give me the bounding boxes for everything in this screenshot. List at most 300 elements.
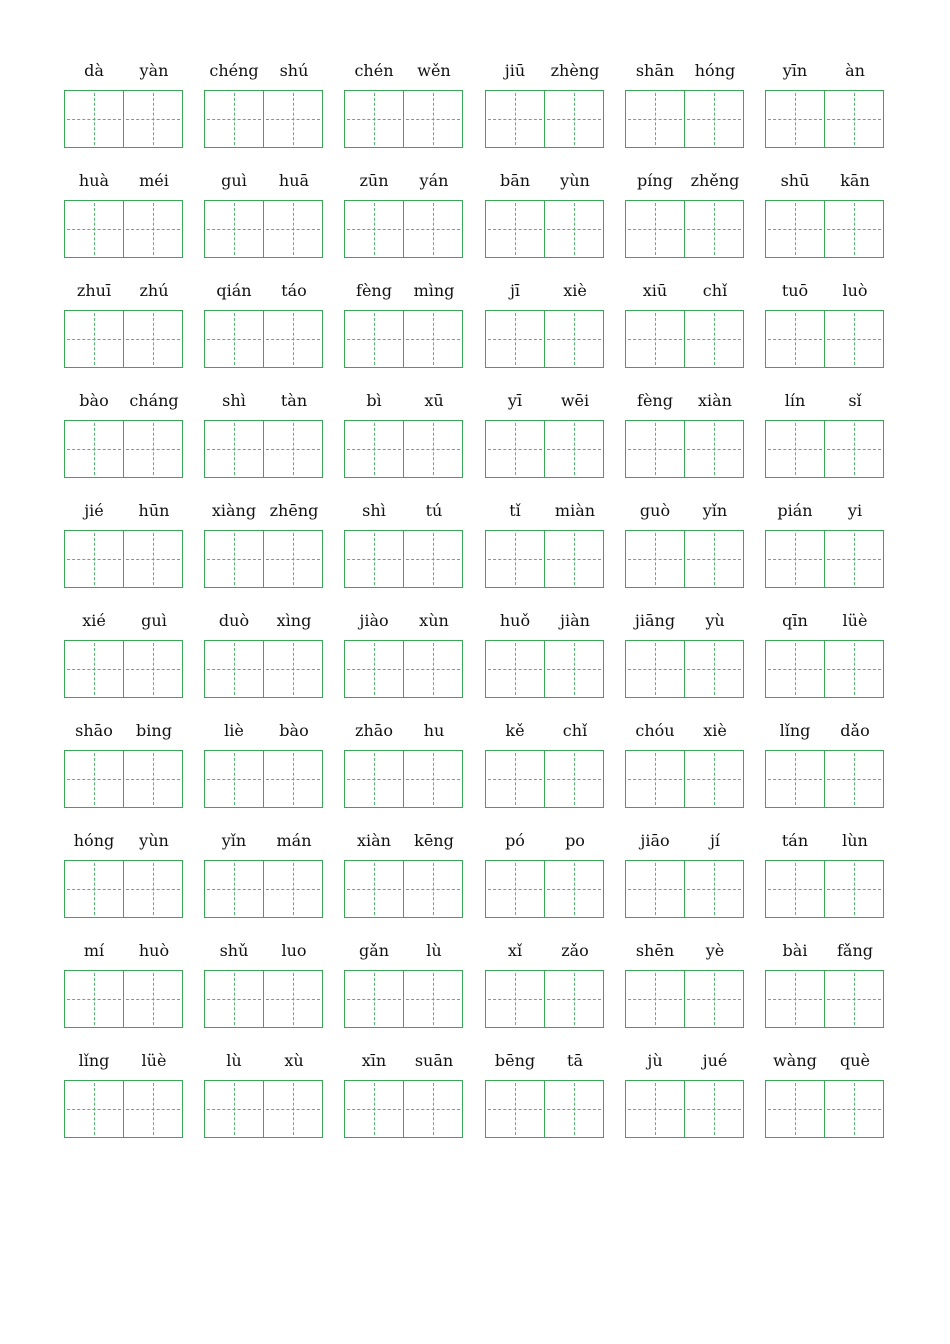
word-cell — [204, 168, 324, 272]
pinyin-label: xū — [424, 391, 444, 410]
writing-box[interactable] — [204, 310, 264, 368]
writing-box[interactable] — [123, 420, 183, 478]
pinyin-label: yán — [419, 171, 449, 190]
pinyin-label: qián — [216, 281, 252, 300]
writing-box[interactable] — [64, 530, 124, 588]
pinyin-label: lüè — [842, 611, 868, 630]
writing-box[interactable] — [765, 530, 825, 588]
pinyin-label: xiàn — [357, 831, 391, 850]
word-cell — [765, 168, 885, 272]
writing-box[interactable] — [263, 1080, 323, 1138]
pinyin-label: tā — [567, 1051, 583, 1070]
writing-box[interactable] — [544, 90, 604, 148]
writing-box[interactable] — [263, 640, 323, 698]
writing-box[interactable] — [263, 530, 323, 588]
pinyin-label: huò — [138, 941, 170, 960]
word-cell — [625, 168, 745, 272]
word-cell — [485, 608, 605, 712]
writing-box[interactable] — [123, 860, 183, 918]
word-cell — [765, 278, 885, 382]
pinyin-label: zhuī — [76, 281, 112, 300]
writing-box[interactable] — [64, 90, 124, 148]
pinyin-label: chǐ — [562, 721, 588, 740]
word-cell — [625, 938, 745, 1042]
writing-box[interactable] — [344, 420, 404, 478]
pinyin-label: chóu — [635, 721, 675, 740]
pinyin-label: lù — [426, 941, 442, 960]
word-cell — [64, 58, 184, 162]
word-cell — [485, 278, 605, 382]
writing-box[interactable] — [123, 90, 183, 148]
pinyin-label: yǐn — [221, 831, 247, 850]
writing-box[interactable] — [204, 1080, 264, 1138]
pinyin-label: bào — [79, 391, 109, 410]
pinyin-label: hóng — [73, 831, 115, 850]
word-cell — [204, 278, 324, 382]
writing-box[interactable] — [263, 200, 323, 258]
writing-box[interactable] — [684, 860, 744, 918]
word-cell — [344, 718, 464, 822]
pinyin-label: lù — [226, 1051, 242, 1070]
pinyin-label: zhú — [139, 281, 169, 300]
pinyin-label: xiū — [642, 281, 668, 300]
pinyin-label: jiāng — [634, 611, 676, 630]
pinyin-label: xù — [284, 1051, 304, 1070]
pinyin-label: wàng — [773, 1051, 817, 1070]
pinyin-label: hóng — [694, 61, 736, 80]
writing-box[interactable] — [64, 640, 124, 698]
pinyin-label: luò — [842, 281, 868, 300]
pinyin-label: miàn — [554, 501, 596, 520]
pinyin-label: shāo — [75, 721, 113, 740]
pinyin-label: xìng — [276, 611, 312, 630]
pinyin-label: dà — [84, 61, 104, 80]
writing-box[interactable] — [625, 420, 685, 478]
pinyin-label: yǐn — [702, 501, 728, 520]
writing-box[interactable] — [765, 200, 825, 258]
word-cell — [344, 938, 464, 1042]
writing-box[interactable] — [403, 310, 463, 368]
pinyin-label: tú — [425, 501, 443, 520]
pinyin-label: jí — [709, 831, 721, 850]
word-cell — [344, 168, 464, 272]
pinyin-label: shēn — [635, 941, 675, 960]
writing-box[interactable] — [403, 420, 463, 478]
writing-box[interactable] — [684, 310, 744, 368]
writing-box[interactable] — [485, 1080, 545, 1138]
word-cell — [625, 828, 745, 932]
writing-box[interactable] — [263, 310, 323, 368]
pinyin-label: jiàn — [560, 611, 590, 630]
writing-box[interactable] — [544, 1080, 604, 1138]
pinyin-label: shì — [222, 391, 246, 410]
pinyin-label: guì — [141, 611, 167, 630]
writing-box[interactable] — [684, 640, 744, 698]
pinyin-label: fǎng — [836, 941, 873, 960]
writing-box[interactable] — [765, 310, 825, 368]
word-cell — [64, 938, 184, 1042]
writing-box[interactable] — [263, 860, 323, 918]
writing-box[interactable] — [485, 310, 545, 368]
writing-box[interactable] — [485, 640, 545, 698]
pinyin-label: xǐ — [507, 941, 523, 960]
pinyin-label: yù — [705, 611, 725, 630]
writing-box[interactable] — [824, 420, 884, 478]
pinyin-label: kān — [840, 171, 870, 190]
pinyin-label: suān — [414, 1051, 454, 1070]
pinyin-label: lǐng — [78, 1051, 110, 1070]
writing-box[interactable] — [263, 750, 323, 808]
writing-box[interactable] — [403, 1080, 463, 1138]
writing-box[interactable] — [485, 750, 545, 808]
writing-box[interactable] — [403, 640, 463, 698]
pinyin-label: bào — [279, 721, 309, 740]
writing-box[interactable] — [403, 200, 463, 258]
word-cell — [485, 388, 605, 492]
writing-box[interactable] — [204, 860, 264, 918]
writing-box[interactable] — [765, 1080, 825, 1138]
writing-box[interactable] — [824, 310, 884, 368]
pinyin-label: tán — [781, 831, 809, 850]
word-cell — [765, 938, 885, 1042]
word-cell — [625, 278, 745, 382]
writing-box[interactable] — [485, 970, 545, 1028]
word-cell — [64, 278, 184, 382]
pinyin-label: fèng — [356, 281, 392, 300]
pinyin-label: guò — [639, 501, 671, 520]
writing-box[interactable] — [485, 530, 545, 588]
pinyin-label: xīn — [361, 1051, 387, 1070]
pinyin-label: dǎo — [840, 721, 870, 740]
writing-box[interactable] — [485, 200, 545, 258]
word-cell — [204, 1048, 324, 1152]
pinyin-label: yùn — [560, 171, 590, 190]
word-cell — [625, 498, 745, 602]
pinyin-label: huā — [278, 171, 310, 190]
word-cell — [485, 718, 605, 822]
writing-box[interactable] — [765, 970, 825, 1028]
word-cell — [625, 1048, 745, 1152]
word-cell — [64, 388, 184, 492]
writing-box[interactable] — [625, 970, 685, 1028]
pinyin-label: jué — [702, 1051, 728, 1070]
pinyin-label: yī — [507, 391, 523, 410]
pinyin-label: mìng — [413, 281, 455, 300]
writing-box[interactable] — [403, 530, 463, 588]
word-cell — [204, 718, 324, 822]
pinyin-label: qīn — [782, 611, 808, 630]
word-cell — [204, 608, 324, 712]
word-cell — [344, 388, 464, 492]
word-cell — [204, 58, 324, 162]
word-cell — [64, 498, 184, 602]
pinyin-label: shì — [362, 501, 386, 520]
pinyin-label: xiàn — [698, 391, 732, 410]
writing-box[interactable] — [123, 200, 183, 258]
writing-box[interactable] — [403, 750, 463, 808]
pinyin-label: liè — [224, 721, 244, 740]
pinyin-label: huǒ — [499, 611, 531, 630]
writing-box[interactable] — [344, 310, 404, 368]
pinyin-label: bān — [499, 171, 531, 190]
writing-box[interactable] — [204, 970, 264, 1028]
pinyin-label: shú — [279, 61, 309, 80]
writing-box[interactable] — [204, 640, 264, 698]
pinyin-label: zǎo — [561, 941, 589, 960]
pinyin-label: guì — [221, 171, 247, 190]
pinyin-label: bing — [136, 721, 172, 740]
pinyin-label: yùn — [139, 831, 169, 850]
writing-box[interactable] — [684, 1080, 744, 1138]
word-cell — [625, 58, 745, 162]
pinyin-label: fèng — [637, 391, 673, 410]
pinyin-label: xiè — [563, 281, 587, 300]
writing-box[interactable] — [824, 640, 884, 698]
word-cell — [765, 718, 885, 822]
pinyin-label: xiàng — [211, 501, 257, 520]
writing-box[interactable] — [625, 860, 685, 918]
pinyin-label: hu — [423, 721, 445, 740]
word-cell — [765, 608, 885, 712]
word-cell — [485, 58, 605, 162]
writing-box[interactable] — [765, 860, 825, 918]
writing-box[interactable] — [344, 1080, 404, 1138]
word-cell — [765, 1048, 885, 1152]
pinyin-label: bì — [366, 391, 382, 410]
pinyin-label: pó — [505, 831, 525, 850]
pinyin-label: gǎn — [358, 941, 390, 960]
writing-box[interactable] — [625, 640, 685, 698]
word-cell — [204, 388, 324, 492]
writing-box[interactable] — [64, 860, 124, 918]
pinyin-label: pián — [777, 501, 813, 520]
pinyin-label: duò — [218, 611, 250, 630]
writing-box[interactable] — [123, 1080, 183, 1138]
writing-box[interactable] — [123, 640, 183, 698]
pinyin-label: chén — [354, 61, 394, 80]
pinyin-label: zūn — [359, 171, 389, 190]
pinyin-label: huà — [78, 171, 110, 190]
pinyin-label: chǐ — [702, 281, 728, 300]
word-cell — [204, 828, 324, 932]
pinyin-label: po — [565, 831, 585, 850]
pinyin-label: lǐng — [779, 721, 811, 740]
writing-box[interactable] — [625, 750, 685, 808]
pinyin-label: sǐ — [848, 391, 862, 410]
writing-box[interactable] — [684, 90, 744, 148]
writing-box[interactable] — [263, 90, 323, 148]
pinyin-label: zhēng — [269, 501, 319, 520]
pinyin-label: shū — [780, 171, 810, 190]
word-cell — [765, 498, 885, 602]
pinyin-label: jiū — [504, 61, 526, 80]
writing-box[interactable] — [684, 750, 744, 808]
word-cell — [344, 1048, 464, 1152]
pinyin-label: hūn — [138, 501, 170, 520]
writing-box[interactable] — [403, 90, 463, 148]
writing-box[interactable] — [64, 200, 124, 258]
writing-box[interactable] — [64, 420, 124, 478]
word-cell — [485, 1048, 605, 1152]
writing-box[interactable] — [344, 970, 404, 1028]
writing-box[interactable] — [123, 970, 183, 1028]
pinyin-label: chéng — [209, 61, 259, 80]
writing-box[interactable] — [625, 90, 685, 148]
writing-box[interactable] — [544, 530, 604, 588]
writing-box[interactable] — [344, 640, 404, 698]
writing-box[interactable] — [263, 970, 323, 1028]
word-cell — [344, 498, 464, 602]
writing-box[interactable] — [403, 860, 463, 918]
pinyin-label: tàn — [280, 391, 308, 410]
pinyin-label: xiè — [703, 721, 727, 740]
pinyin-label: zhèng — [550, 61, 600, 80]
pinyin-label: wēi — [560, 391, 590, 410]
pinyin-label: jié — [84, 501, 104, 520]
writing-box[interactable] — [64, 310, 124, 368]
word-cell — [204, 498, 324, 602]
writing-box[interactable] — [204, 750, 264, 808]
writing-box[interactable] — [824, 530, 884, 588]
word-cell — [625, 718, 745, 822]
writing-box[interactable] — [204, 90, 264, 148]
writing-box[interactable] — [765, 640, 825, 698]
word-cell — [344, 278, 464, 382]
writing-box[interactable] — [204, 200, 264, 258]
pinyin-label: què — [839, 1051, 870, 1070]
word-cell — [485, 168, 605, 272]
writing-box[interactable] — [765, 90, 825, 148]
writing-box[interactable] — [544, 750, 604, 808]
writing-box[interactable] — [544, 860, 604, 918]
pinyin-label: bài — [782, 941, 808, 960]
writing-box[interactable] — [684, 200, 744, 258]
writing-box[interactable] — [625, 310, 685, 368]
writing-box[interactable] — [485, 420, 545, 478]
word-cell — [64, 168, 184, 272]
writing-box[interactable] — [824, 1080, 884, 1138]
writing-box[interactable] — [344, 530, 404, 588]
writing-box[interactable] — [544, 310, 604, 368]
word-cell — [204, 938, 324, 1042]
pinyin-label: tuō — [781, 281, 809, 300]
word-cell — [485, 498, 605, 602]
pinyin-label: jù — [647, 1051, 663, 1070]
pinyin-label: lùn — [842, 831, 868, 850]
pinyin-label: kě — [505, 721, 525, 740]
word-cell — [765, 828, 885, 932]
word-cell — [485, 938, 605, 1042]
pinyin-label: shǔ — [219, 941, 249, 960]
pinyin-label: jiào — [359, 611, 389, 630]
word-cell — [765, 58, 885, 162]
writing-box[interactable] — [485, 860, 545, 918]
writing-box[interactable] — [765, 420, 825, 478]
pinyin-label: xié — [82, 611, 106, 630]
pinyin-label: jī — [509, 281, 521, 300]
writing-box[interactable] — [64, 750, 124, 808]
pinyin-label: xùn — [419, 611, 449, 630]
word-cell — [344, 58, 464, 162]
writing-box[interactable] — [263, 420, 323, 478]
word-cell — [64, 828, 184, 932]
writing-box[interactable] — [684, 970, 744, 1028]
word-cell — [64, 608, 184, 712]
writing-box[interactable] — [544, 200, 604, 258]
writing-box[interactable] — [123, 750, 183, 808]
pinyin-label: mán — [276, 831, 312, 850]
pinyin-label: yīn — [782, 61, 808, 80]
pinyin-label: tǐ — [509, 501, 521, 520]
word-cell — [625, 388, 745, 492]
word-cell — [765, 388, 885, 492]
pinyin-label: wěn — [417, 61, 451, 80]
writing-box[interactable] — [625, 530, 685, 588]
pinyin-label: àn — [845, 61, 865, 80]
pinyin-label: táo — [281, 281, 307, 300]
writing-box[interactable] — [204, 530, 264, 588]
writing-box[interactable] — [684, 530, 744, 588]
writing-box[interactable] — [824, 750, 884, 808]
writing-box[interactable] — [204, 420, 264, 478]
writing-box[interactable] — [824, 970, 884, 1028]
writing-box[interactable] — [824, 200, 884, 258]
pinyin-label: shān — [635, 61, 675, 80]
pinyin-label: yi — [847, 501, 863, 520]
writing-box[interactable] — [64, 970, 124, 1028]
pinyin-label: jiāo — [640, 831, 670, 850]
word-cell — [64, 718, 184, 822]
writing-box[interactable] — [824, 90, 884, 148]
word-cell — [625, 608, 745, 712]
writing-box[interactable] — [344, 750, 404, 808]
writing-box[interactable] — [64, 1080, 124, 1138]
word-cell — [485, 828, 605, 932]
writing-box[interactable] — [625, 200, 685, 258]
writing-box[interactable] — [824, 860, 884, 918]
pinyin-label: lüè — [141, 1051, 167, 1070]
pinyin-label: yàn — [139, 61, 169, 80]
writing-box[interactable] — [485, 90, 545, 148]
writing-box[interactable] — [765, 750, 825, 808]
writing-box[interactable] — [344, 90, 404, 148]
writing-box[interactable] — [403, 970, 463, 1028]
pinyin-label: yè — [705, 941, 725, 960]
pinyin-label: zhāo — [355, 721, 393, 740]
writing-box[interactable] — [344, 860, 404, 918]
pinyin-label: zhěng — [690, 171, 740, 190]
writing-box[interactable] — [625, 1080, 685, 1138]
pinyin-label: kēng — [414, 831, 454, 850]
pinyin-label: cháng — [129, 391, 179, 410]
writing-box[interactable] — [684, 420, 744, 478]
word-cell — [344, 828, 464, 932]
pinyin-label: luo — [281, 941, 307, 960]
pinyin-label: méi — [139, 171, 169, 190]
writing-box[interactable] — [123, 310, 183, 368]
writing-box[interactable] — [123, 530, 183, 588]
pinyin-label: lín — [784, 391, 806, 410]
pinyin-label: bēng — [494, 1051, 536, 1070]
pinyin-label: mí — [83, 941, 105, 960]
writing-box[interactable] — [544, 640, 604, 698]
writing-box[interactable] — [344, 200, 404, 258]
pinyin-label: píng — [637, 171, 673, 190]
writing-box[interactable] — [544, 970, 604, 1028]
word-cell — [344, 608, 464, 712]
word-cell — [64, 1048, 184, 1152]
writing-box[interactable] — [544, 420, 604, 478]
